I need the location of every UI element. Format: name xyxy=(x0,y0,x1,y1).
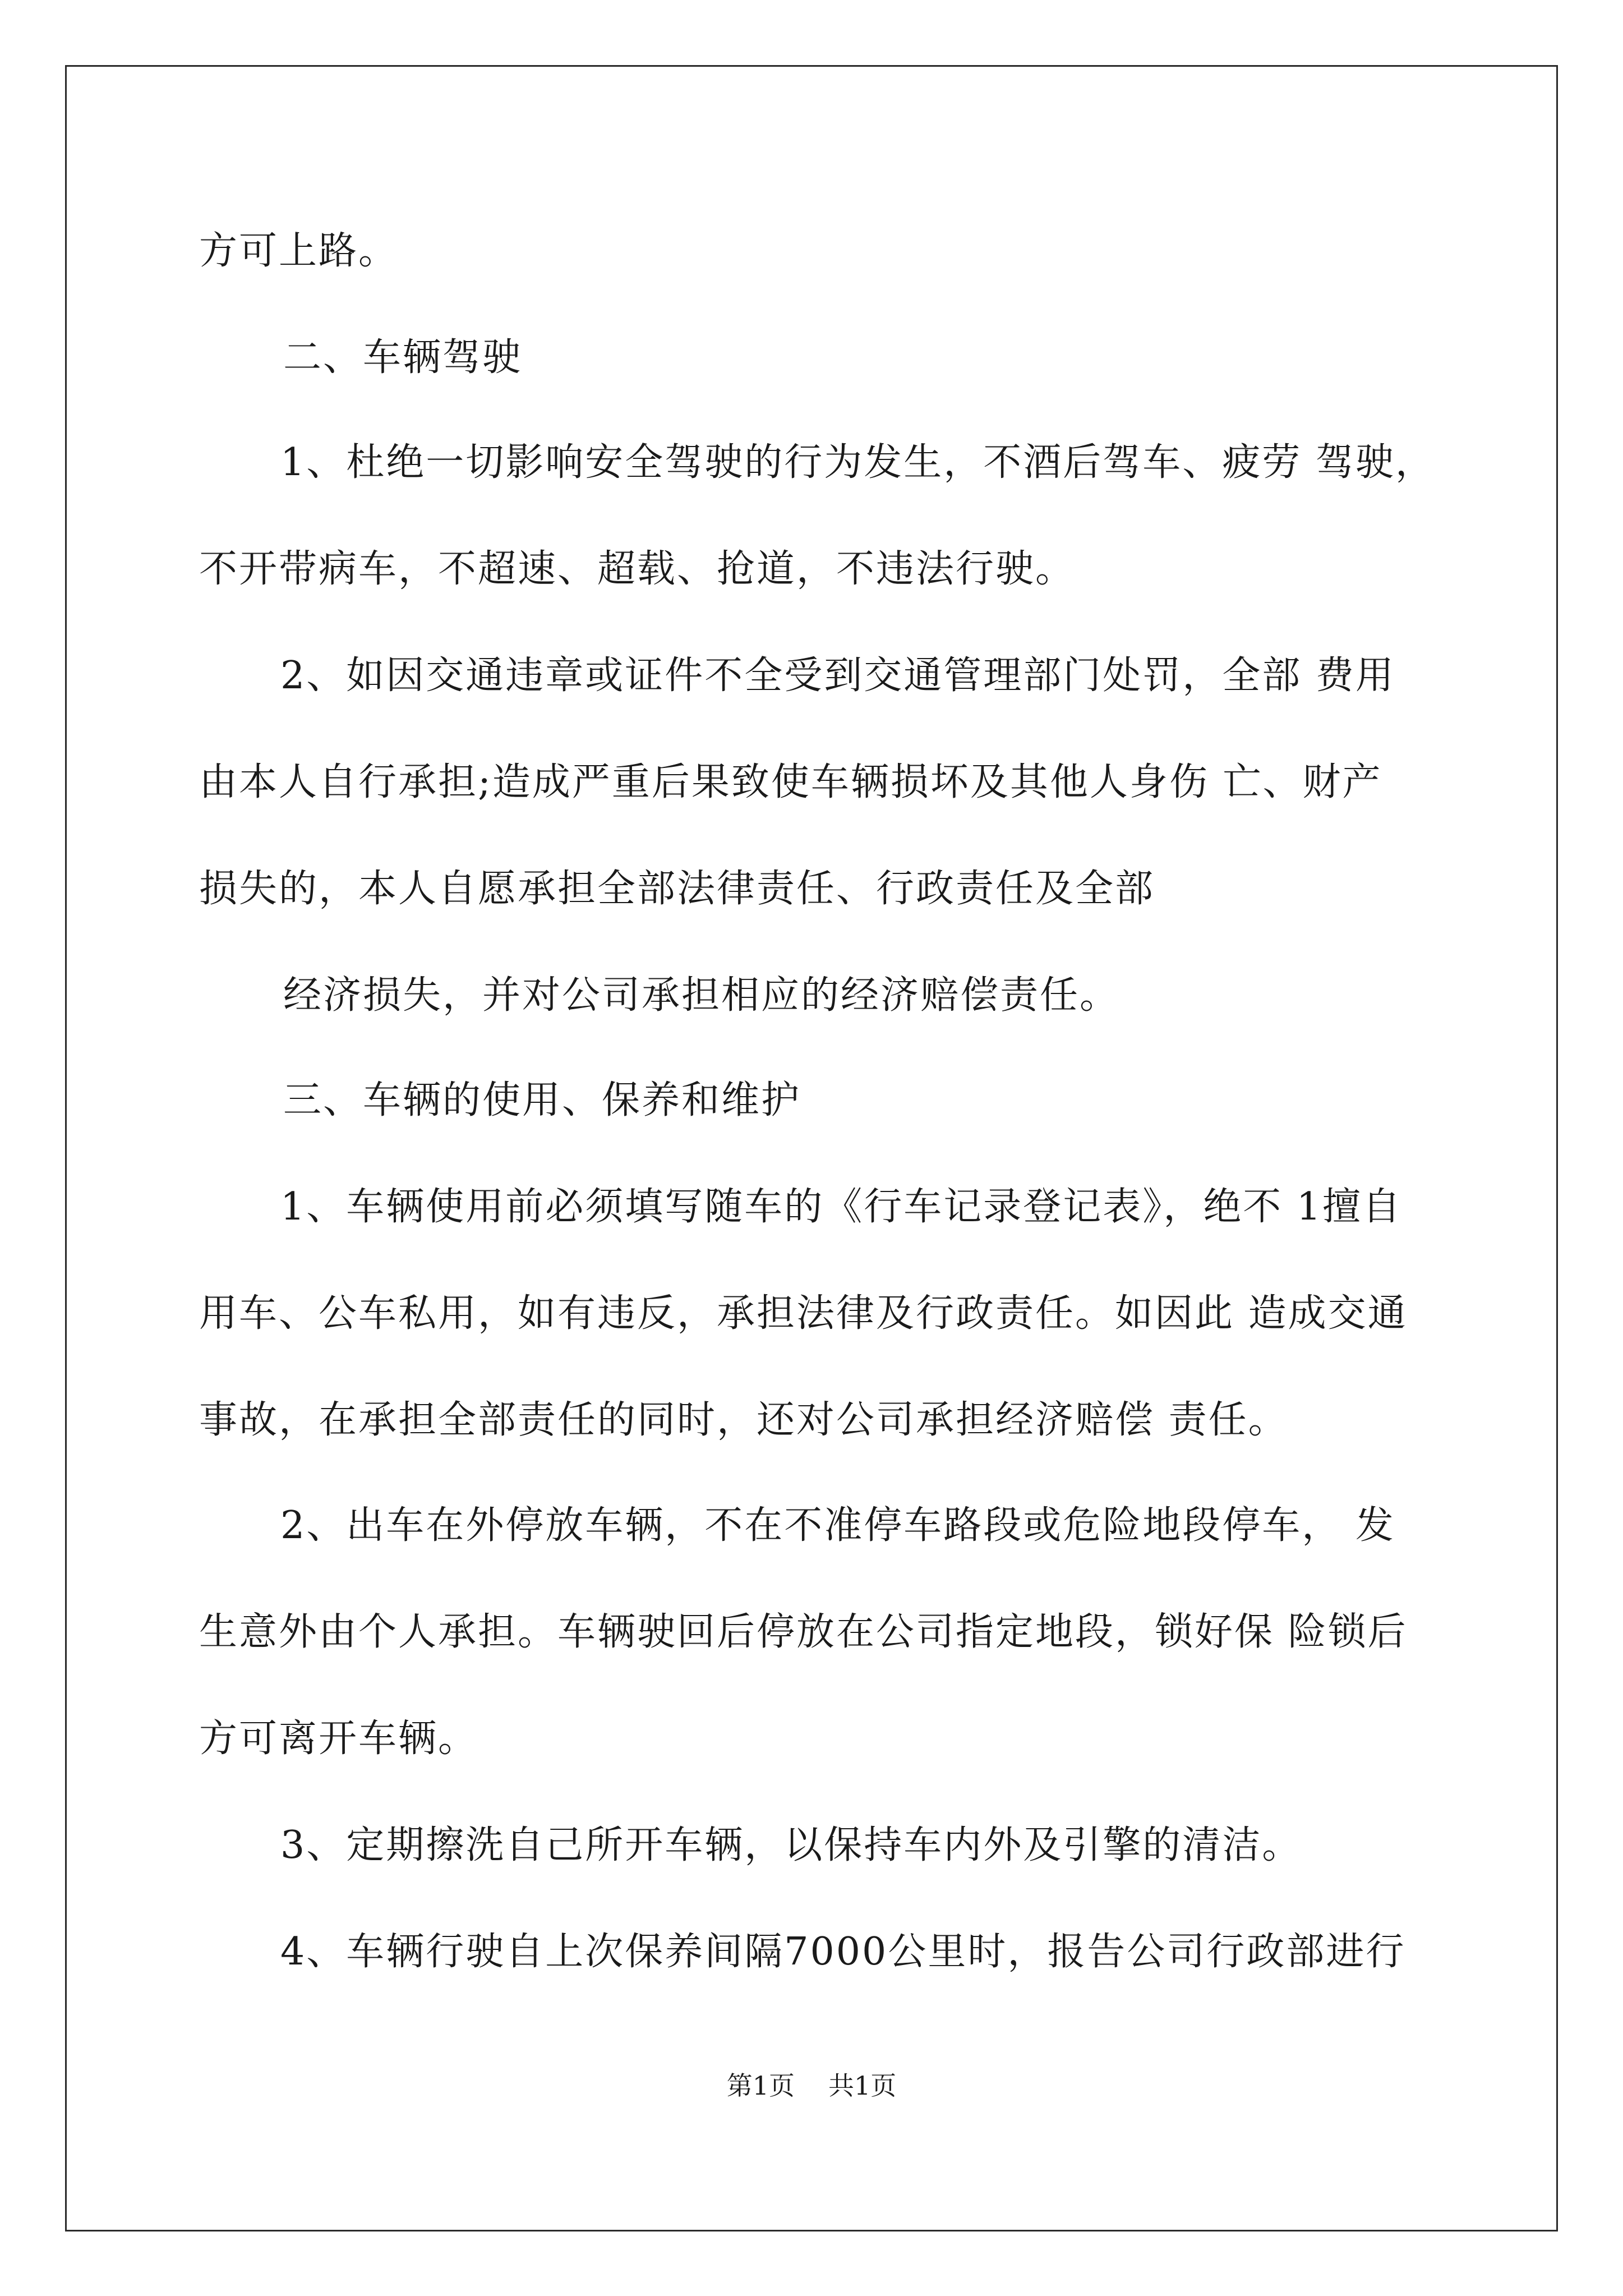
text-line: 生意外由个人承担。车辆驶回后停放在公司指定地段，锁好保 险锁后 xyxy=(199,1610,1408,1654)
text-line: 方可上路。 xyxy=(199,229,399,273)
text-line: 4、车辆行驶自上次保养间隔7000公里时，报告公司行政部进行 xyxy=(280,1930,1406,1974)
text-line: 3、定期擦洗自己所开车辆，以保持车内外及引擎的清洁。 xyxy=(280,1823,1302,1867)
text-line: 经济损失，并对公司承担相应的经济赔偿责任。 xyxy=(283,973,1120,1018)
section-heading: 二、车辆驾驶 xyxy=(283,335,523,380)
text-line: 由本人自行承担;造成严重后果致使车辆损坏及其他人身伤 亡、财产 xyxy=(199,760,1382,804)
text-line: 2、出车在外停放车辆，不在不准停车路段或危险地段停车， 发 xyxy=(280,1503,1395,1548)
text-line: 用车、公车私用，如有违反，承担法律及行政责任。如因此 造成交通 xyxy=(199,1291,1408,1336)
section-heading: 三、车辆的使用、保养和维护 xyxy=(283,1078,801,1122)
page-footer xyxy=(0,2070,1623,2101)
text-line: 方可离开车辆。 xyxy=(199,1717,478,1761)
text-line: 1、杜绝一切影响安全驾驶的行为发生，不酒后驾车、疲劳 驾驶， xyxy=(280,440,1435,485)
text-line: 损失的，本人自愿承担全部法律责任、行政责任及全部 xyxy=(199,867,1155,911)
text-line: 1、车辆使用前必须填写随车的《行车记录登记表》，绝不 1擅自 xyxy=(280,1185,1403,1229)
text-line: 事故，在承担全部责任的同时，还对公司承担经济赔偿 责任。 xyxy=(199,1398,1288,1442)
text-line: 不开带病车，不超速、超载、抢道，不违法行驶。 xyxy=(199,547,1076,591)
text-line: 2、如因交通违章或证件不全受到交通管理部门处罚，全部 费用 xyxy=(280,654,1395,698)
page-number: 第1页 xyxy=(726,2070,795,2101)
page-total: 共1页 xyxy=(828,2070,897,2101)
page-border xyxy=(65,65,1558,2231)
